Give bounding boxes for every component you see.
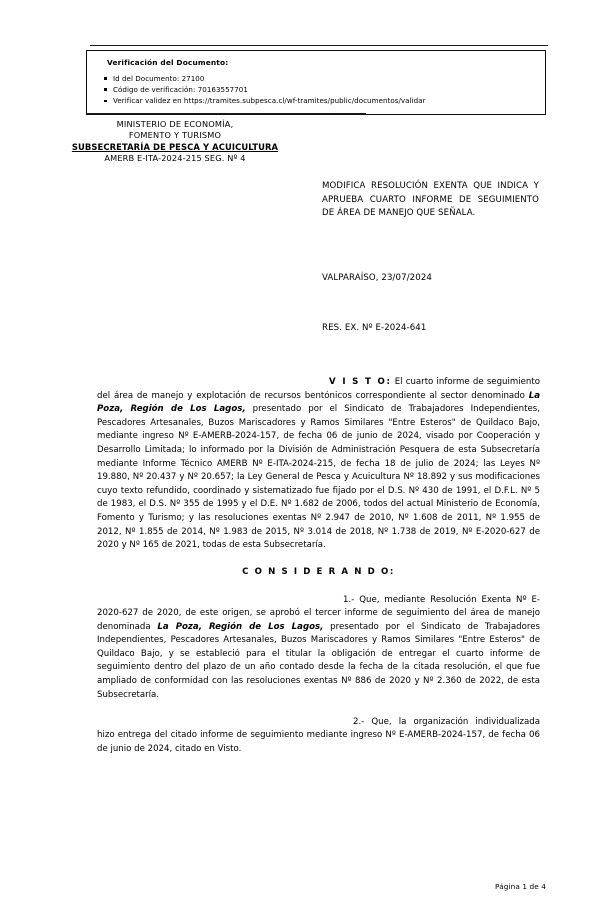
- page-footer: [0, 882, 546, 891]
- spacer: [97, 702, 540, 716]
- spacer: [97, 553, 540, 567]
- document-body: [97, 376, 540, 757]
- verification-item-url[interactable]: Verificar validez en https://tramites.subpesca.cl/wf-tramites/public/documentos/validar: [99, 95, 545, 106]
- ministry-line-2: FOMENTO Y TURISMO: [128, 130, 222, 141]
- verification-list: [99, 73, 545, 107]
- visto-text-2: presentado por el Sindicato de Trabajadores Independientes, Pescadores Artesanales, Buzos Mariscadores y Ramos Similares "Entre Esteros" de Quildaco Bajo, mediante ingreso Nº E-AMERB-2024-157, de fecha 06 de junio de 2024, visado por Cooperación y Desarrollo Limitada; lo informado por la División de Administración Pesquera de esta Subsecretaría mediante Informe Técnico AMERB Nº E-ITA-2024-215, de fecha 18 de julio de 2024; las Leyes Nº 19.880, Nº 20.437 y Nº 20.657; la Ley General de Pesca y Acuicultura Nº 18.892 y sus modificaciones cuyo texto refundido, coordinado y sistematizado fue fijado por el D.S. Nº 430 de 1991, el D.F.L. Nº 5 de 1983, el D.S. Nº 355 de 1995 y el D.E. Nº 1.682 de 2006, todos del actual Ministerio de Economía, Fomento y Turismo; y las resoluciones exentas Nº 2.947 de 2010, Nº 1.608 de 2011, Nº 1.955 de 2012, Nº 1.855 de 2014, Nº 1.983 de 2015, Nº 3.014 de 2018, Nº 1.738 de 2019, Nº E-2020-627 de 2020 y Nº 165 de 2021, todas de esta Subsecretaría.: [97, 404, 540, 551]
- page-number-label: Página 1 de 4: [495, 882, 546, 891]
- letterhead: [30, 119, 320, 165]
- verification-title: Verificación del Documento:: [107, 58, 229, 67]
- resolution-number: RES. EX. Nº E-2024-641: [322, 323, 427, 333]
- subsecretariat-name: SUBSECRETARÍA DE PESCA Y ACUICULTURA: [71, 141, 279, 152]
- paragraph-considerando-1: [97, 594, 540, 703]
- visto-lead: V I S T O:: [329, 377, 392, 387]
- considerando-2-text: 2.- Que, la organización individualizada hizo entrega del citado informe de seguimiento mediante ingreso Nº E-AMERB-2024-157, de fecha 06 de junio de 2024, citado en Visto.: [97, 716, 540, 755]
- paragraph-visto: [97, 376, 540, 553]
- subject-block: MODIFICA RESOLUCIÓN EXENTA QUE INDICA Y APRUEBA CUARTO INFORME DE SEGUIMIENTO DE ÁREA DE MANEJO QUE SEÑALA.: [322, 181, 539, 219]
- considerando-1-text-1: 1.- Que, mediante Resolución Exenta Nº E-2020-627 de 2020, de este origen, se aprobó el tercer informe de seguimiento del área de manejo denominada: [97, 594, 540, 632]
- paragraph-considerando-2: [97, 716, 540, 757]
- verification-box: [86, 50, 546, 115]
- ministry-line-1: MINISTERIO DE ECONOMÍA,: [116, 119, 234, 129]
- verification-top-rule: [90, 45, 548, 46]
- verification-bottom-rule: [86, 113, 366, 114]
- verification-item-document-id: Id del Documento: 27100: [99, 73, 545, 84]
- considerando-1-text-2: presentado por el Sindicato de Trabajadores Independientes, Pescadores Artesanales, Buzos Mariscadores y Ramos Similares "Entre Esteros" de Quildaco Bajo, y se estableció para el titular la obligación de entregar el cuarto informe de seguimiento dentro del plazo de un año contado desde la fecha de la citada resolución, el que fue ampliado de conformidad con las resoluciones exentas Nº 886 de 2020 y Nº 2.360 de 2022, de esta Subsecretaría.: [97, 621, 541, 700]
- place-and-date: VALPARAÍSO, 23/07/2024: [322, 273, 432, 283]
- considerando-1-area-name: La Poza, Región de Los Lagos,: [157, 621, 324, 632]
- considerando-heading: C O N S I D E R A N D O:: [242, 567, 395, 578]
- verification-item-code: Código de verificación: 70163557701: [99, 84, 545, 95]
- file-code: AMERB E-ITA-2024-215 SEG. Nº 4: [104, 153, 246, 164]
- visto-text-1: El cuarto informe de seguimiento del área de manejo y explotación de recursos bentónicos correspondiente al sector denominado: [97, 377, 541, 401]
- visto-area-name: La Poza, Región de Los Lagos,: [97, 390, 540, 415]
- spacer: [97, 580, 540, 594]
